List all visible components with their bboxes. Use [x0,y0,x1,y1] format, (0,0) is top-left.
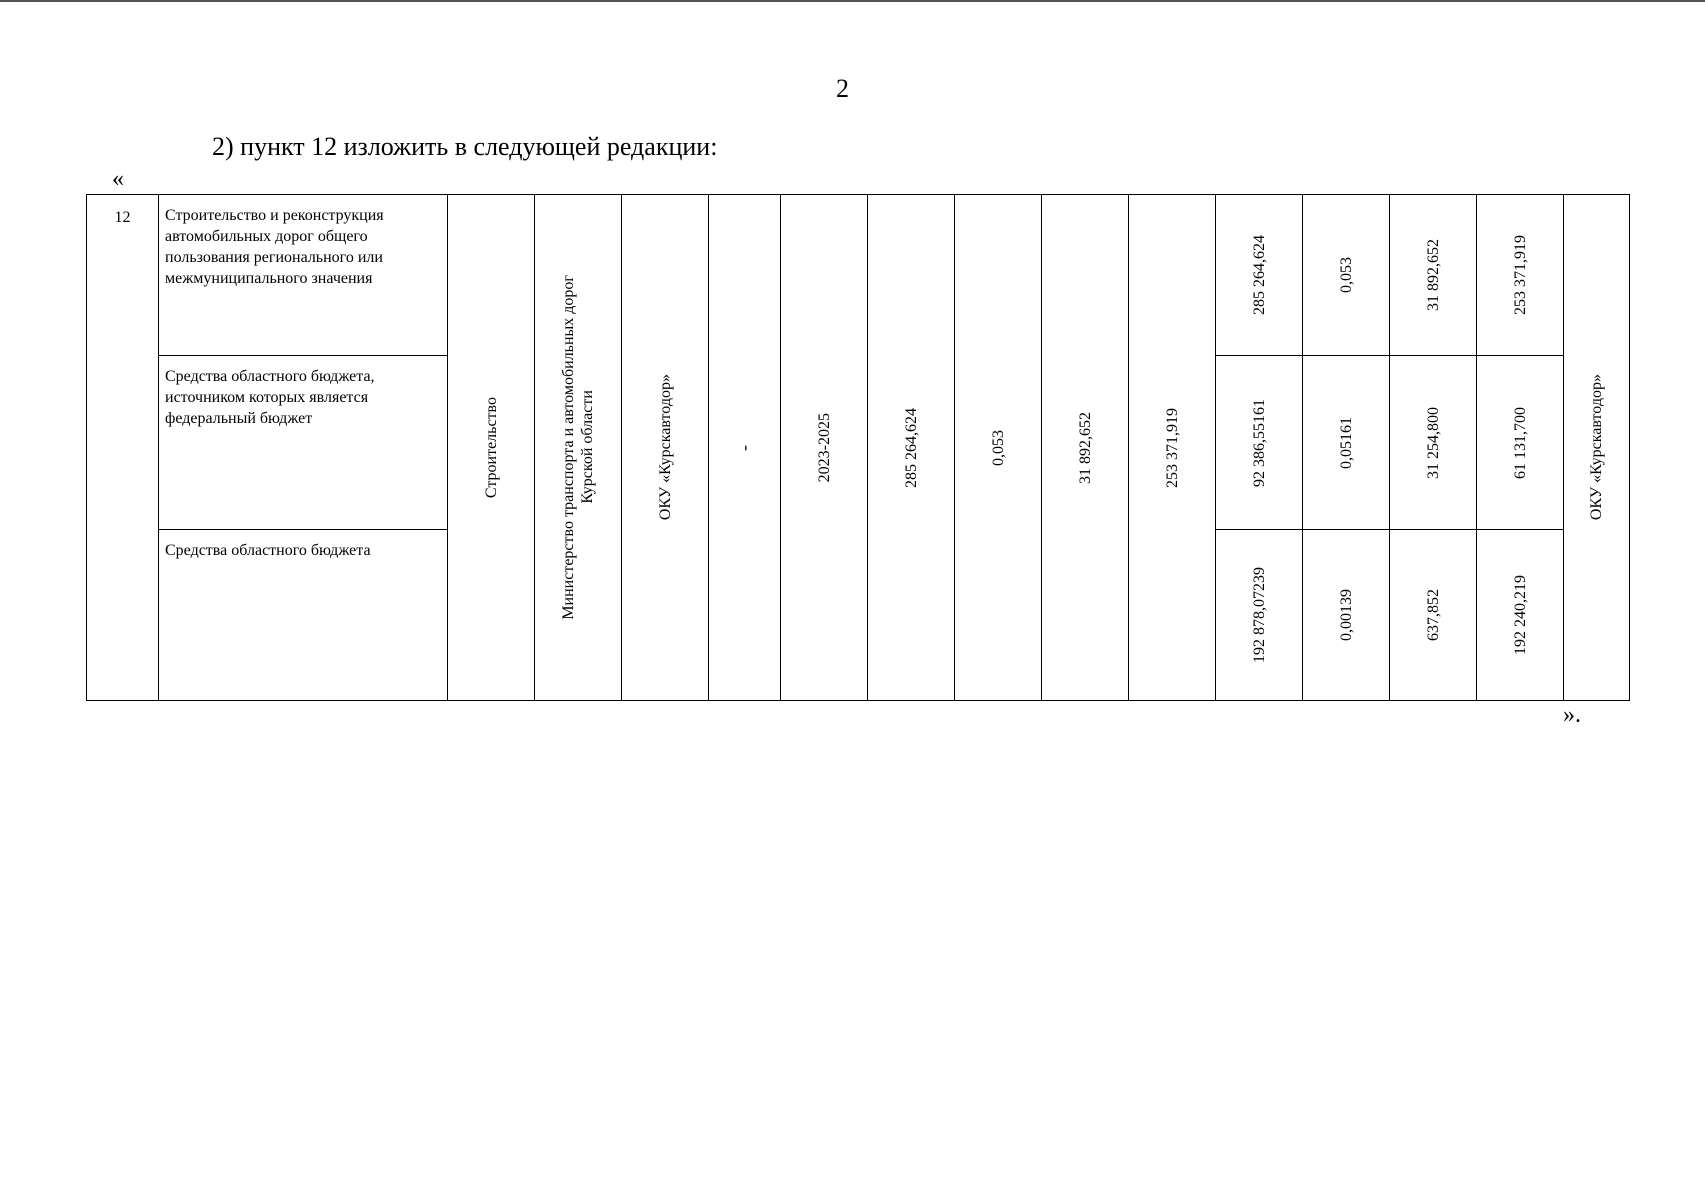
title-cell-regional [158,529,448,701]
value-r1-c1: 285 264,624 [1250,235,1268,315]
length-value: 0,053 [989,429,1007,466]
project-table [86,194,1630,701]
dash: - [734,444,754,451]
customer-cell [534,194,622,701]
work-type-cell [447,194,535,701]
value-r2-c4: 61 131,700 [1511,406,1529,479]
value-r3-c4: 192 240,219 [1511,575,1529,655]
customer-line-2: Курской области [579,390,596,505]
value-r3-c1: 192 878,07239 [1250,567,1268,663]
value-cell [1302,355,1390,530]
value-cell [1476,194,1564,356]
value-cell [1302,194,1390,356]
customer [559,275,597,620]
developer-cell [621,194,709,701]
work-type: Строительство [482,396,500,499]
value-r2-c2: 0,05161 [1337,416,1355,469]
value-cell [1476,529,1564,701]
value-r2-c1: 92 386,55161 [1250,398,1268,487]
value-cell [1215,529,1303,701]
remaining-value: 253 371,919 [1163,407,1181,488]
value-r3-c2: 0,00139 [1337,589,1355,641]
value-cell [1215,355,1303,530]
row-number: 12 [114,209,131,226]
value-r1-c4: 253 371,919 [1511,235,1529,315]
row-number-cell [86,194,159,701]
value-cell [1389,355,1477,530]
value-cell [1215,194,1303,356]
title-main: Строительство и реконструкция автомобильных дорог общего пользования регионального или межмуниципального значения [165,207,384,287]
customer-line-1: Министерство транспорта и автомобильных дорог [560,275,577,620]
total-value: 285 264,624 [902,407,920,488]
page-edge [0,0,1705,2]
dash-cell [708,194,781,701]
open-quote: « [112,166,124,192]
executor-cell [1563,194,1630,701]
period-cell [780,194,868,701]
total-cell [867,194,955,701]
value-cell [1389,194,1477,356]
executor: ОКУ «Курскавтодор» [1588,374,1605,521]
value-r1-c2: 0,053 [1337,257,1355,293]
title-cell-main [158,194,448,356]
title-federal: Средства областного бюджета, источником которых является федеральный бюджет [165,368,375,427]
title-cell-federal [158,355,448,530]
value-cell [1476,355,1564,530]
value-cell [1389,529,1477,701]
length-cell [954,194,1042,701]
period: 2023-2025 [815,412,833,483]
page-number: 2 [836,74,849,103]
value-r2-c3: 31 254,800 [1424,406,1442,479]
instruction-text: 2) пункт 12 изложить в следующей редакции: [212,132,718,161]
value-cell [1302,529,1390,701]
value-r1-c3: 31 892,652 [1424,239,1442,311]
developer: ОКУ «Курскавтодор» [656,374,674,521]
title-regional: Средства областного бюджета [165,542,371,559]
value-r3-c3: 637,852 [1424,589,1442,641]
close-quote: ». [1563,702,1581,728]
spent-cell [1041,194,1129,701]
remaining-cell [1128,194,1216,701]
spent-value: 31 892,652 [1076,411,1094,484]
